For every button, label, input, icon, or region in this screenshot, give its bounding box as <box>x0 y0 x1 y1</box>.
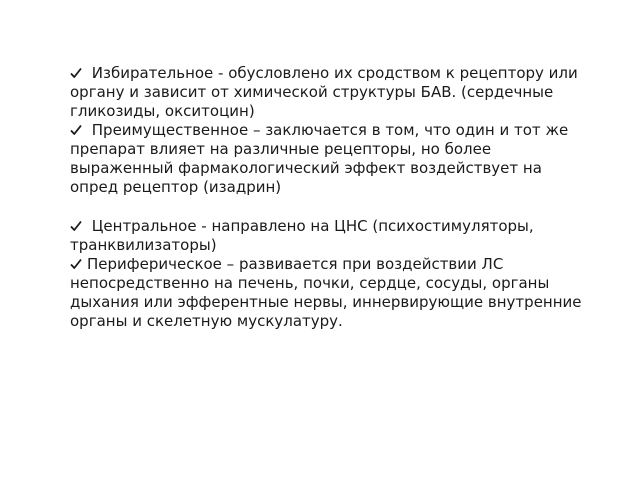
checkmark-icon <box>70 124 82 136</box>
bullet-item-central <box>70 217 590 255</box>
bullet-text: Избирательное - обусловлено их сродством к рецептору или органу и зависит от химической структуры БАВ. (сердечные гликозиды, окситоцин) <box>70 64 578 120</box>
bullet-text: Преимущественное – заключается в том, что один и тот же препарат влияет на различные рецепторы, но более выраженный фармакологический эффект воздействует на опред рецептор (изадрин) <box>70 121 569 196</box>
checkmark-icon <box>70 258 82 270</box>
slide-content <box>70 64 590 331</box>
bullet-text: Центральное - направлено на ЦНС (психостимуляторы, транквилизаторы) <box>70 217 534 254</box>
bullet-item-peripheral <box>70 255 590 331</box>
checkmark-icon <box>70 220 82 232</box>
bullet-text: Периферическое – развивается при воздействии ЛС непосредственно на печень, почки, сердце, сосуды, органы дыхания или эфферентные нервы, иннервирующие внутренние органы и скелетную мускулатуру. <box>70 255 582 330</box>
bullet-item-preferential <box>70 121 590 197</box>
checkmark-icon <box>70 67 82 79</box>
bullet-item-selective <box>70 64 590 121</box>
